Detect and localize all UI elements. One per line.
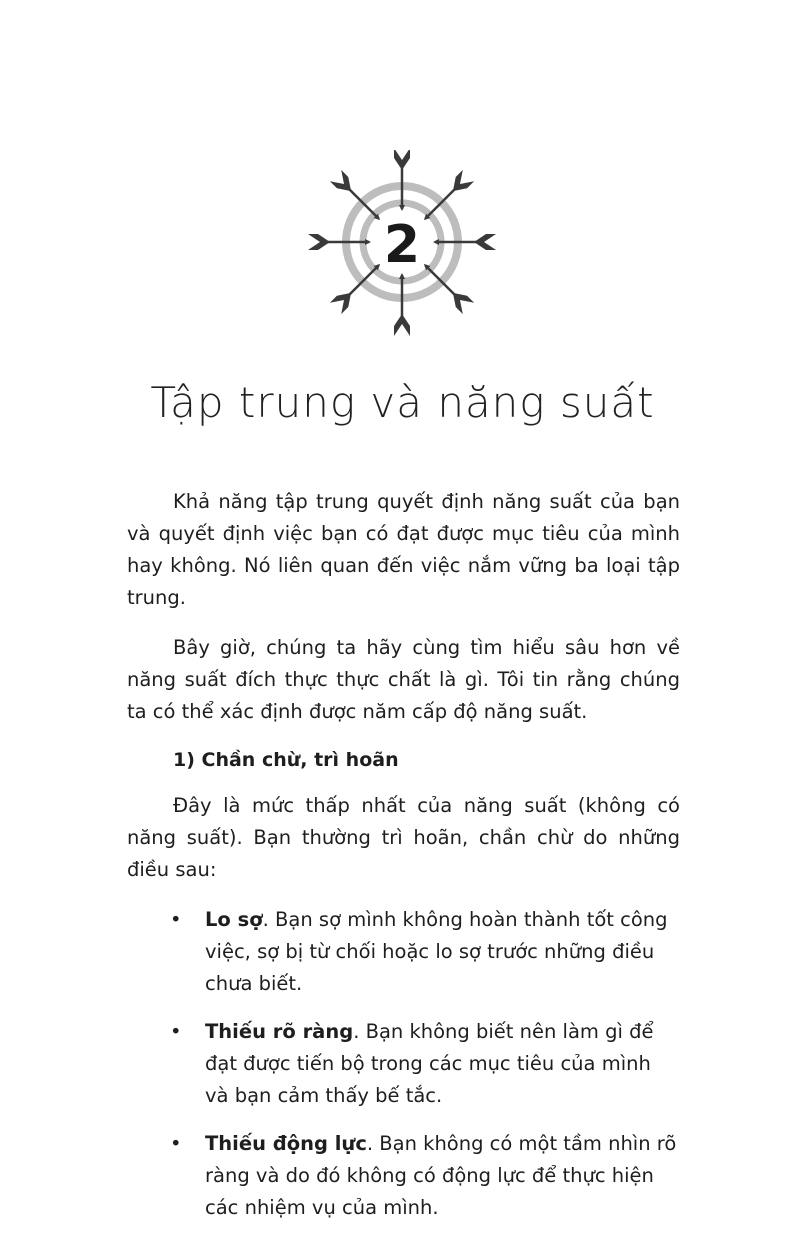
arrow-icon [330, 170, 386, 226]
paragraph: Bây giờ, chúng ta hãy cùng tìm hiểu sâu hơn về năng suất đích thực thực chất là gì. Tôi tin rằng chúng ta có thể xác định được năm cấp độ năng suất. [127, 636, 680, 723]
chapter-number: 2 [383, 215, 421, 275]
paragraph: Khả năng tập trung quyết định năng suất của bạn và quyết định việc bạn có đạt được mục tiêu của mình hay không. Nó liên quan đến việc nắm vững ba loại tập trung. [127, 490, 680, 609]
bullet-term: Thiếu rõ ràng [205, 1020, 354, 1043]
chapter-title: Tập trung và năng suất [150, 378, 655, 427]
body-text [127, 486, 680, 1240]
bullet-text: . Bạn không biết nên làm gì để đạt được tiến bộ trong các mục tiêu của mình và bạn cảm thấy bế tắc. [205, 1020, 654, 1107]
bullet: • [170, 1020, 182, 1043]
bullet: • [170, 908, 182, 931]
section-intro: Đây là mức thấp nhất của năng suất (không có năng suất). Bạn thường trì hoãn, chần chừ do những điều sau: [127, 794, 680, 881]
bullet-text: . Bạn không có một tầm nhìn rõ ràng và do đó không có động lực để thực hiện các nhiệm vụ của mình. [205, 1132, 677, 1219]
list-item [170, 1016, 680, 1112]
bullet-text: . Bạn sợ mình không hoàn thành tốt công việc, sợ bị từ chối hoặc lo sợ trước những điều chưa biết. [205, 908, 668, 995]
bullet-term: Lo sợ [205, 908, 263, 931]
bullet: • [170, 1132, 182, 1155]
section-heading: 1) Chần chừ, trì hoãn [173, 749, 399, 771]
list-item [170, 1128, 680, 1224]
arrow-icon [418, 170, 474, 226]
arrow-icon [418, 258, 474, 314]
bullet-term: Thiếu động lực [205, 1132, 367, 1155]
target-with-arrows-icon [302, 150, 502, 340]
bullet-list [170, 904, 680, 1224]
arrow-icon [330, 258, 386, 314]
list-item [170, 904, 680, 1000]
